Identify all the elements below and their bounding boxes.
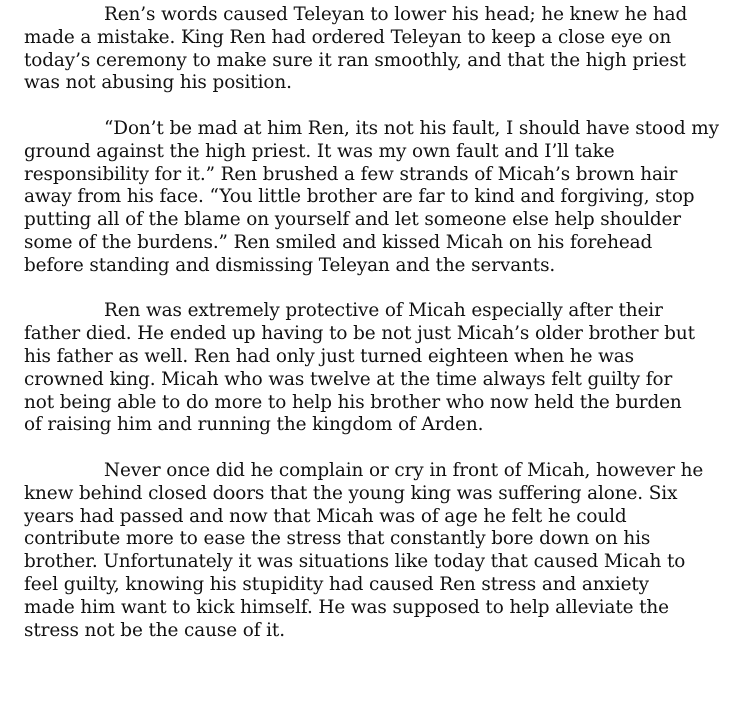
text-line: putting all of the blame on yourself and let someone else help shoulder (24, 209, 682, 231)
text-line: made him want to kick himself. He was supposed to help alleviate the (24, 596, 669, 618)
text-line: his father as well. Ren had only just turned eighteen when he was (24, 345, 634, 367)
paragraph-2 (24, 118, 722, 278)
text-line: was not abusing his position. (24, 72, 292, 94)
text-line: Never once did he complain or cry in front of Micah, however he (104, 459, 704, 481)
text-line: Ren’s words caused Teleyan to lower his head; he knew he had (104, 4, 688, 25)
text-line: brother. Unfortunately it was situations like today that caused Micah to (24, 551, 686, 573)
paragraph-3 (24, 300, 722, 437)
text-line: contribute more to ease the stress that constantly bore down on his (24, 528, 651, 550)
text-line: not being able to do more to help his brother who now held the burden (24, 391, 682, 413)
text-line: knew behind closed doors that the young king was suffering alone. Six (24, 482, 678, 504)
paragraph-4 (24, 460, 722, 642)
paragraph-1 (24, 4, 722, 95)
text-line: “Don’t be mad at him Ren, its not his fault, I should have stood my (104, 117, 719, 139)
text-line: before standing and dismissing Teleyan and the servants. (24, 254, 556, 276)
text-line: some of the burdens.” Ren smiled and kissed Micah on his forehead (24, 231, 653, 253)
text-line: stress not be the cause of it. (24, 619, 285, 641)
text-line: years had passed and now that Micah was of age he felt he could (24, 505, 627, 527)
text-line: feel guilty, knowing his stupidity had caused Ren stress and anxiety (24, 573, 649, 595)
text-line: crowned king. Micah who was twelve at the time always felt guilty for (24, 368, 673, 390)
text-line: Ren was extremely protective of Micah especially after their (104, 300, 663, 322)
text-line: of raising him and running the kingdom of Arden. (24, 414, 484, 436)
text-line: away from his face. “You little brother are far to kind and forgiving, stop (24, 186, 695, 208)
text-line: responsibility for it.” Ren brushed a few strands of Micah’s brown hair (24, 163, 678, 185)
text-line: ground against the high priest. It was my own fault and I’ll take (24, 140, 615, 162)
text-line: made a mistake. King Ren had ordered Teleyan to keep a close eye on (24, 26, 672, 48)
text-line: father died. He ended up having to be not just Micah’s older brother but (24, 323, 695, 345)
text-line: today’s ceremony to make sure it ran smoothly, and that the high priest (24, 49, 686, 71)
